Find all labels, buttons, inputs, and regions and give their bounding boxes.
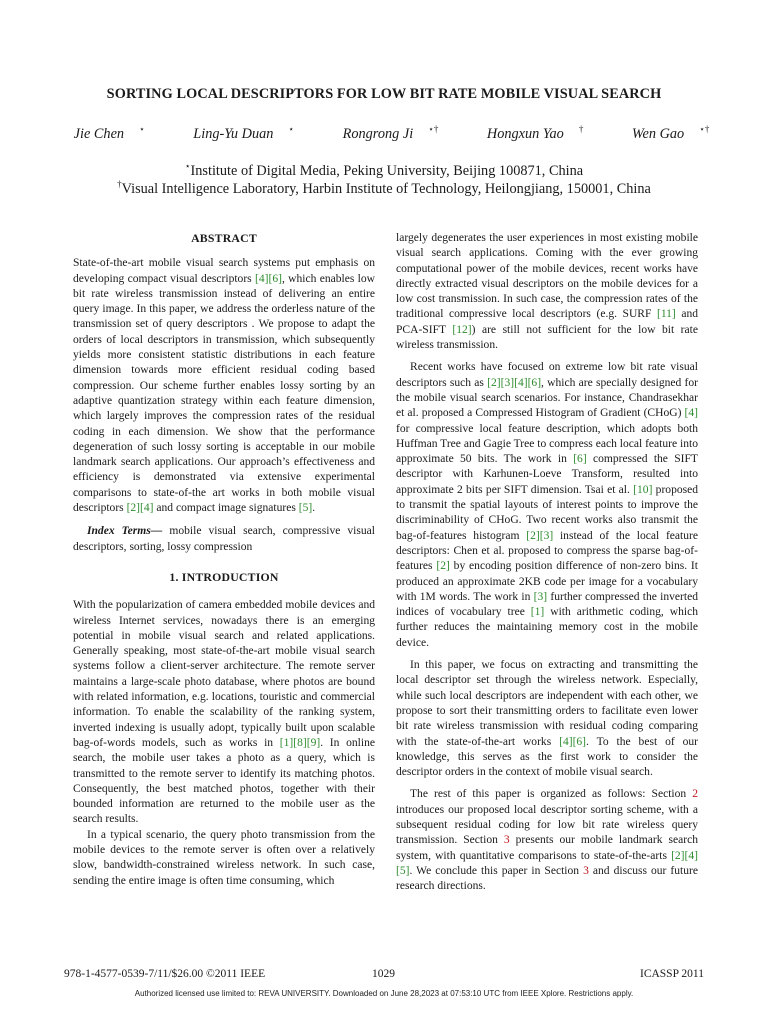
- citation-link[interactable]: [4]: [559, 735, 573, 748]
- author: Wen Gao ⋆†: [631, 124, 710, 142]
- affiliation: ⋆Institute of Digital Media, Peking University, Beijing 100871, China: [184, 161, 584, 179]
- citation-link[interactable]: [12]: [452, 323, 472, 336]
- index-terms: Index Terms— mobile visual search, compressive visual descriptors, sorting, lossy compression: [73, 525, 375, 553]
- citation-link[interactable]: [2]: [436, 560, 450, 573]
- citation-link[interactable]: [11]: [656, 308, 676, 321]
- citation-link[interactable]: [2]: [487, 376, 501, 389]
- section-link[interactable]: 3: [503, 834, 510, 847]
- author: Jie Chen ⋆: [73, 124, 145, 142]
- citation-link[interactable]: [6]: [573, 453, 587, 466]
- right-column: [396, 231, 698, 894]
- citation-link[interactable]: [2]: [526, 529, 540, 542]
- citation-link[interactable]: [1]: [530, 606, 545, 619]
- license-notice: Authorized licensed use limited to: REVA UNIVERSITY. Downloaded on June 28,2023 at 07:53:10 UTC from IEEE Xplore. Restrictions apply.: [134, 989, 634, 998]
- citation-link[interactable]: [8]: [293, 736, 307, 749]
- introduction-heading: 1. INTRODUCTION: [169, 569, 279, 584]
- citation-link[interactable]: [4]: [684, 849, 698, 862]
- citation-link[interactable]: [4]: [514, 376, 528, 389]
- citation-link[interactable]: [1]: [279, 736, 294, 749]
- citation-link[interactable]: [2]: [126, 502, 141, 515]
- author: Ling-Yu Duan ⋆: [193, 124, 295, 142]
- paragraph: With the popularization of camera embedded mobile devices and wireless Internet services, nowadays there is an emerging potential in mobile visual search and related applications. Generally speaking, most state-of-the-art mobile visual search systems follow a client-server architecture. The remote server maintains a large-scale photo database, where photos are bound with related information, e.g. locations, touristic and commercial information. To enable the scalability of the ranking system, inverted indexing is usually adopt, typically built upon scalable bag-of-words models, such as works in [1][8][9]. In online search, the mobile user takes a photo as a query, which is transmitted to the remote server to identify its matching photos. Consequently, the best matched photos, together with their bounded information are returned to the mobile user as the search results.: [73, 599, 375, 826]
- citation-link[interactable]: [9]: [306, 736, 321, 749]
- citation-link[interactable]: [4]: [140, 502, 154, 515]
- citation-link[interactable]: [10]: [633, 483, 653, 496]
- citation-link[interactable]: [6]: [572, 735, 587, 748]
- citation-link[interactable]: [6]: [268, 272, 282, 285]
- abstract-text: State-of-the-art mobile visual search systems put emphasis on developing compact visual descriptors [4][6], which enables low bit rate wireless transmission instead of delivering an entire query image. In this paper, we address the orderless nature of the transmission set of query descriptors . We propose to adapt the orders of local descriptors in transmission, which subsequently yields more consistent statistic distributions in each feature dimension towards more efficient residual coding based compression. Our scheme further enables lossy sorting by an adaptive quantization strategy within each feature dimension, which largely improves the compression rates of the residual coding in each dimension. We show that the performance degeneration of such lossy sorting is acceptable in our mobile landmark search applications. Our approach’s effectiveness and efficiency is demonstrated via extensive experimental comparisons to state-of-the art works in both mobile visual descriptors [2][4] and compact image signatures [5].: [73, 257, 375, 515]
- section-link[interactable]: 2: [692, 788, 698, 801]
- paragraph: Recent works have focused on extreme low bit rate visual descriptors such as [2][3][4][6], which are specially designed for the mobile visual search scenarios. For instance, Chandrasekhar et al. proposed a Compressed Histogram of Gradient (CHoG) [4] for compressive local feature description, which adopts both Huffman Tree and Gagie Tree to compress each local feature into approximate 50 bits. The work in [6] compressed the SIFT descriptor with Karhunen-Loeve Transform, resulted into approximate 2 bits per SIFT dimension. Tsai et al. [10] proposed to transmit the spatial layouts of interest points to improve the discriminability of CHoG. Two recent works also transmit the bag-of-features histogram [2][3] instead of the local feature descriptors: Chen et al. proposed to compress the sparse bag-of-features [2] by encoding position difference of non-zero bins. It produced an approximate 2KB code per image for a vocabulary with 1M words. The work in [3] further compressed the inverted indices of vocabulary tree [1] with arithmetic coding, which further reduces the maintaining memory cost in the mobile device.: [396, 361, 699, 649]
- paper-title: SORTING LOCAL DESCRIPTORS FOR LOW BIT RATE MOBILE VISUAL SEARCH: [106, 86, 662, 102]
- citation-link[interactable]: [5]: [298, 502, 313, 515]
- citation-link[interactable]: [3]: [500, 376, 515, 389]
- citation-link[interactable]: [5]: [396, 864, 410, 877]
- author: Hongxun Yao †: [486, 124, 584, 142]
- citation-link[interactable]: [2]: [671, 849, 685, 862]
- page-number: 1029: [372, 968, 395, 980]
- author-list: [40, 124, 728, 143]
- footer-isbn: 978-1-4577-0539-7/11/$26.00 ©2011 IEEE: [64, 968, 266, 980]
- abstract-heading: ABSTRACT: [191, 231, 257, 245]
- paragraph: In this paper, we focus on extracting and transmitting the local descriptor set through the wireless network. Especially, while such local descriptors are independent with each other, we propose to sort their transmitting orders to facilitate even lower bit rate wireless transmission with residual coding comparing with the state-of-the-art works [4][6]. To the best of our knowledge, this serves as the first work to consider the descriptor orders in the context of mobile visual search.: [396, 659, 698, 779]
- paragraph: In a typical scenario, the query photo transmission from the mobile devices to the remote server is often over a relatively slow, bandwidth-constrained wireless network. In such case, sending the entire image is often time consuming, which: [73, 828, 375, 887]
- section-link[interactable]: 3: [583, 864, 589, 877]
- conference-name: ICASSP 2011: [639, 968, 704, 980]
- citation-link[interactable]: [6]: [527, 376, 542, 389]
- citation-link[interactable]: [3]: [539, 529, 554, 542]
- citation-link[interactable]: [4]: [255, 272, 269, 285]
- paragraph: largely degenerates the user experiences in most existing mobile visual search applications. Coming with the ever growing computational power of the mobile devices, recent works have directly extracted visual descriptors on the mobile devices for a low cost transmission. In such case, the compression rates of the traditional compressive local descriptors (e.g. SURF [11] and PCA-SIFT [12]) are still not sufficient for the low bit rate wireless transmission.: [396, 232, 699, 352]
- citation-link[interactable]: [3]: [533, 590, 548, 603]
- paragraph: The rest of this paper is organized as follows: Section 2 introduces our proposed local descriptor sorting scheme, with a subsequent residual coding for low bit rate wireless query transmission. Section 3 presents our mobile landmark search system, with quantitative comparisons to state-of-the-arts [2][4][5]. We conclude this paper in Section 3 and discuss our future research directions.: [396, 788, 698, 893]
- left-column: [73, 231, 375, 889]
- affiliation: †Visual Intelligence Laboratory, Harbin Institute of Technology, Heilongjiang, 150001, China: [117, 179, 651, 197]
- author: Rongrong Ji ⋆†: [342, 124, 439, 142]
- citation-link[interactable]: [4]: [684, 407, 698, 420]
